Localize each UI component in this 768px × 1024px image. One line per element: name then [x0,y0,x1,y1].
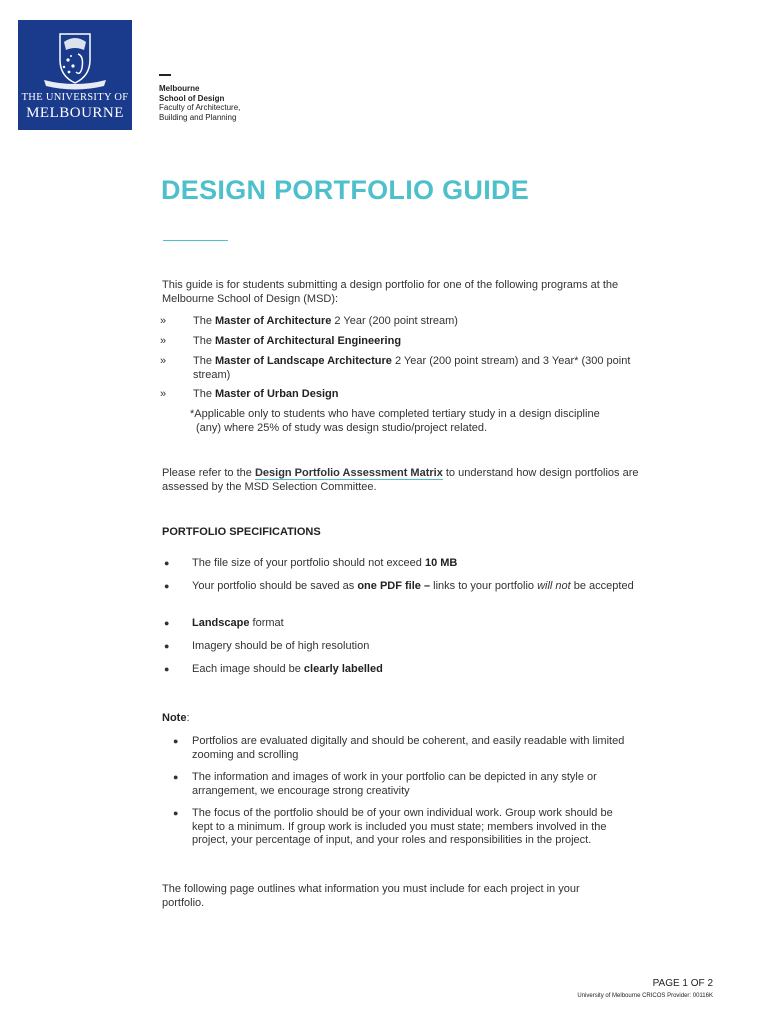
footnote-line-2: (any) where 25% of study was design studio/project related. [196,421,488,434]
spec-emphasis: clearly labelled [303,663,383,675]
school-name-2: School of Design [159,93,225,103]
school-name: Melbourne [159,84,200,93]
cricos-provider: University of Melbourne CRICOS Provider: 00116K [577,993,713,999]
header-dash [159,74,171,76]
program-detail: 2 Year (200 point stream) and 3 Year* (300 point stream) [193,355,631,381]
program-name: Master of Architecture [215,315,332,327]
bullet-icon: ● [173,736,179,746]
spec-text: Your portfolio should be saved as [192,580,358,592]
bullet-icon: ● [173,772,179,782]
bullet-icon: ● [164,641,170,651]
bullet-icon: ● [164,664,170,674]
refer-paragraph [162,467,642,494]
spec-text: Each image should be [192,663,304,675]
chevron-marker-icon: » [160,388,167,400]
note-text: The information and images of work in your portfolio can be depicted in any style or arrangement, we encourage strong creativity [192,771,597,797]
bullet-icon: ● [164,618,170,628]
note-colon: : [186,712,190,724]
program-prefix: The [193,355,216,367]
faculty-line-2: Building and Planning [159,112,237,122]
specs-heading: PORTFOLIO SPECIFICATIONS [162,526,321,538]
spec-emphasis: 10 MB [424,557,458,569]
faculty-line-1: Faculty of Architecture, [159,103,241,112]
refer-suffix: to understand how design portfolios are assessed by the MSD Selection Committee. [162,467,639,493]
logo-line-2: MELBOURNE [26,105,124,121]
page-number: PAGE 1 OF 2 [652,978,713,989]
bullet-icon: ● [164,581,170,591]
spec-emphasis: Landscape [192,617,250,629]
chevron-marker-icon: » [160,355,167,367]
note-heading [162,712,190,726]
spec-text: Imagery should be of high resolution [192,640,370,652]
program-name: Master of Landscape Architecture [215,355,392,367]
spec-emphasis: one PDF file – [357,580,431,592]
page-title: DESIGN PORTFOLIO GUIDE [161,175,530,205]
title-underline [163,240,228,241]
logo-line-1: THE UNIVERSITY OF [21,92,129,103]
spec-text-3: be accepted [570,580,634,592]
program-detail: 2 Year (200 point stream) [331,315,458,327]
note-text: The focus of the portfolio should be of your own individual work. Group work should be kept to a minimum. If group work is included you must state; members involved in the project, your percentage of input, and your roles and responsibilities in the project. [192,807,613,846]
bullet-icon: ● [173,808,179,818]
program-prefix: The [193,388,216,400]
chevron-marker-icon: » [160,335,167,347]
program-prefix: The [193,335,216,347]
spec-text: The file size of your portfolio should not exceed [192,557,425,569]
footnote-line-1: *Applicable only to students who have completed tertiary study in a design discipline [190,408,600,420]
assessment-matrix-link[interactable]: Design Portfolio Assessment Matrix [254,467,443,479]
refer-prefix: Please refer to the [162,467,255,479]
university-logo [18,20,132,130]
school-block [159,84,240,122]
note-label: Note [162,712,187,724]
program-name: Master of Urban Design [215,388,339,400]
program-name: Master of Architectural Engineering [215,335,402,347]
program-prefix: The [193,315,216,327]
spec-text: format [249,617,284,629]
outro-paragraph: The following page outlines what information you must include for each project in your portfolio. [162,883,580,909]
applicability-footnote [190,408,660,435]
note-text: Portfolios are evaluated digitally and should be coherent, and easily readable with limited zooming and scrolling [192,735,625,761]
spec-italic: will not [537,580,571,592]
spec-text-2: links to your portfolio [430,580,538,592]
chevron-marker-icon: » [160,315,167,327]
crest-icon [18,20,132,92]
intro-paragraph: This guide is for students submitting a design portfolio for one of the following programs at the Melbourne School of Design (MSD): [162,279,619,305]
bullet-icon: ● [164,558,170,568]
